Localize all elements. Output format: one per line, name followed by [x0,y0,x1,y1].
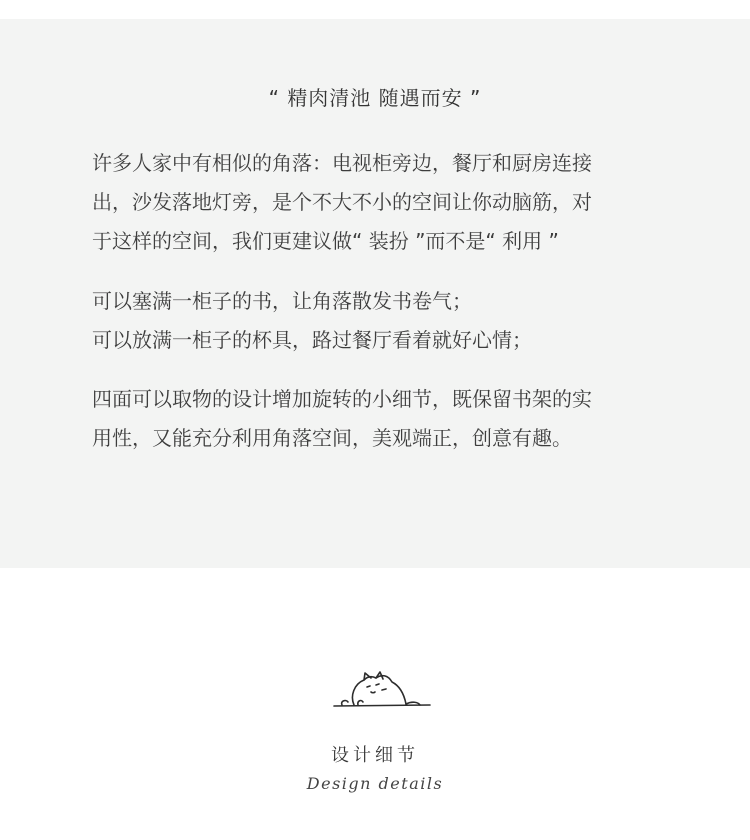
intro-paragraph-2: 可以塞满一柜子的书，让角落散发书卷气； 可以放满一柜子的杯具，路过餐厅看着就好心情； [92,289,532,352]
intro-title: “ 精肉清池 随遇而安 ” [268,86,482,110]
intro-paragraph-1: 许多人家中有相似的角落：电视柜旁边，餐厅和厨房连接 出，沙发落地灯旁，是个不大不小的空间让你动脑筋，对 于这样的空间，我们更建议做“ 装扮 ”而不是“ 利用 ” [92,151,592,253]
sleeping-cat-icon [330,668,434,714]
intro-paragraph-3: 四面可以取物的设计增加旋转的小细节，既保留书架的实 用性，又能充分利用角落空间，美观端正，创意有趣。 [92,387,592,450]
section-title-en: Design details [306,774,444,793]
section-title-cn: 设计细节 [331,745,419,766]
